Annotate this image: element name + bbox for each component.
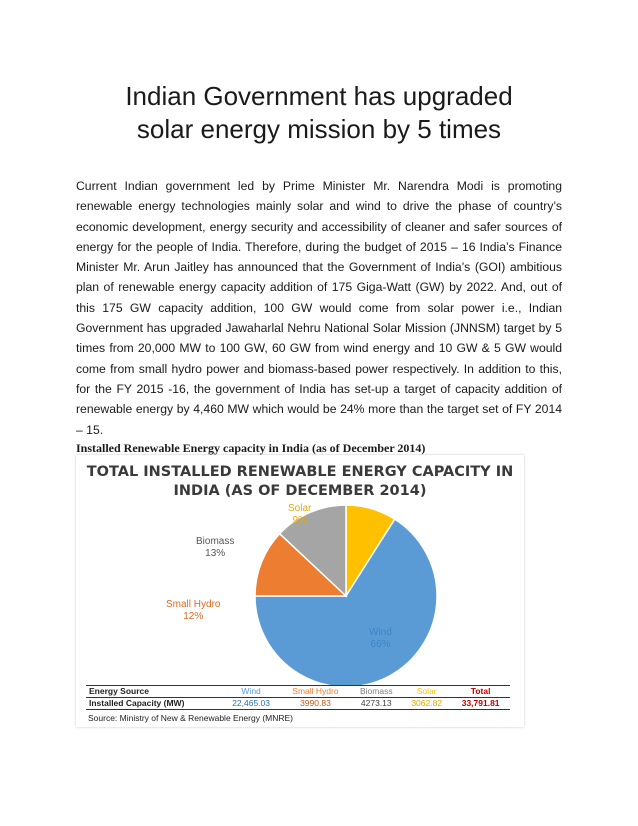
header-total: Total xyxy=(451,686,510,698)
chart-title-line-2: INDIA (AS OF DECEMBER 2014) xyxy=(173,483,427,499)
value-wind: 22,465.03 xyxy=(222,698,281,710)
slice-label-biomass xyxy=(196,536,234,560)
slice-label-biomass-percent: 13% xyxy=(205,548,226,559)
slice-label-solar-percent: 9% xyxy=(292,515,307,526)
value-small-hydro: 3990.83 xyxy=(280,698,350,710)
value-biomass: 4273.13 xyxy=(350,698,402,710)
slice-label-biomass-name: Biomass xyxy=(196,536,235,547)
pie-chart xyxy=(76,455,524,685)
body-paragraph: Current Indian government led by Prime Minister Mr. Narendra Modi is promoting renewable energy technologies mainly solar and wind to drive the phase of country’s economic development, energy security and accessibility of cleaner and safer sources of energy for the people of India. Therefore, during the budget of 2015 – 16 India’s Finance Minister Mr. Arun Jaitley has announced that the Government of India’s (GOI) ambitious plan of renewable energy capacity addition of 175 Giga-Watt (GW) by 2022. And, out of this 175 GW capacity addition, 100 GW would come from solar power i.e., Indian Government has upgraded Jawaharlal Nehru National Solar Mission (JNNSM) target by 5 times from 20,000 MW to 100 GW, 60 GW from wind energy and 10 GW & 5 GW would come from small hydro power and biomass-based power respectively. In addition to this, for the FY 2015 -16, the government of India has set-up a target of capacity addition of renewable energy by 4,460 MW which would be 24% more than the target set of FY 2014 – 15. xyxy=(76,179,562,437)
header-solar: Solar xyxy=(402,686,451,698)
page-title-line-1: Indian Government has upgraded xyxy=(125,81,513,111)
header-wind: Wind xyxy=(222,686,281,698)
pie-chart-figure xyxy=(76,455,524,727)
chart-source-note: Source: Ministry of New & Renewable Energy (MNRE) xyxy=(88,713,294,723)
page-title xyxy=(60,80,578,146)
value-total: 33,791.81 xyxy=(451,698,510,710)
capacity-table xyxy=(86,685,510,710)
page-title-line-2: solar energy mission by 5 times xyxy=(136,114,502,144)
slice-label-small-hydro xyxy=(166,599,220,623)
header-energy-source: Energy Source xyxy=(86,686,222,698)
capacity-table-header-row xyxy=(86,686,510,698)
value-solar: 3062.82 xyxy=(402,698,451,710)
slice-label-solar-name: Solar xyxy=(288,503,312,514)
slice-label-wind xyxy=(369,627,392,651)
capacity-table-value-row xyxy=(86,698,510,710)
figure-caption: Installed Renewable Energy capacity in India (as of December 2014) xyxy=(76,441,426,455)
slice-label-wind-percent: 66% xyxy=(370,639,391,650)
slice-label-wind-name: Wind xyxy=(369,627,392,638)
header-small-hydro: Small Hydro xyxy=(280,686,350,698)
slice-label-solar xyxy=(288,503,311,527)
chart-title-line-1: TOTAL INSTALLED RENEWABLE ENERGY CAPACITY IN xyxy=(86,464,514,480)
slice-label-small-hydro-name: Small Hydro xyxy=(166,599,221,610)
slice-label-small-hydro-percent: 12% xyxy=(183,611,204,622)
row-label-installed-capacity: Installed Capacity (MW) xyxy=(86,698,222,710)
header-biomass: Biomass xyxy=(350,686,402,698)
